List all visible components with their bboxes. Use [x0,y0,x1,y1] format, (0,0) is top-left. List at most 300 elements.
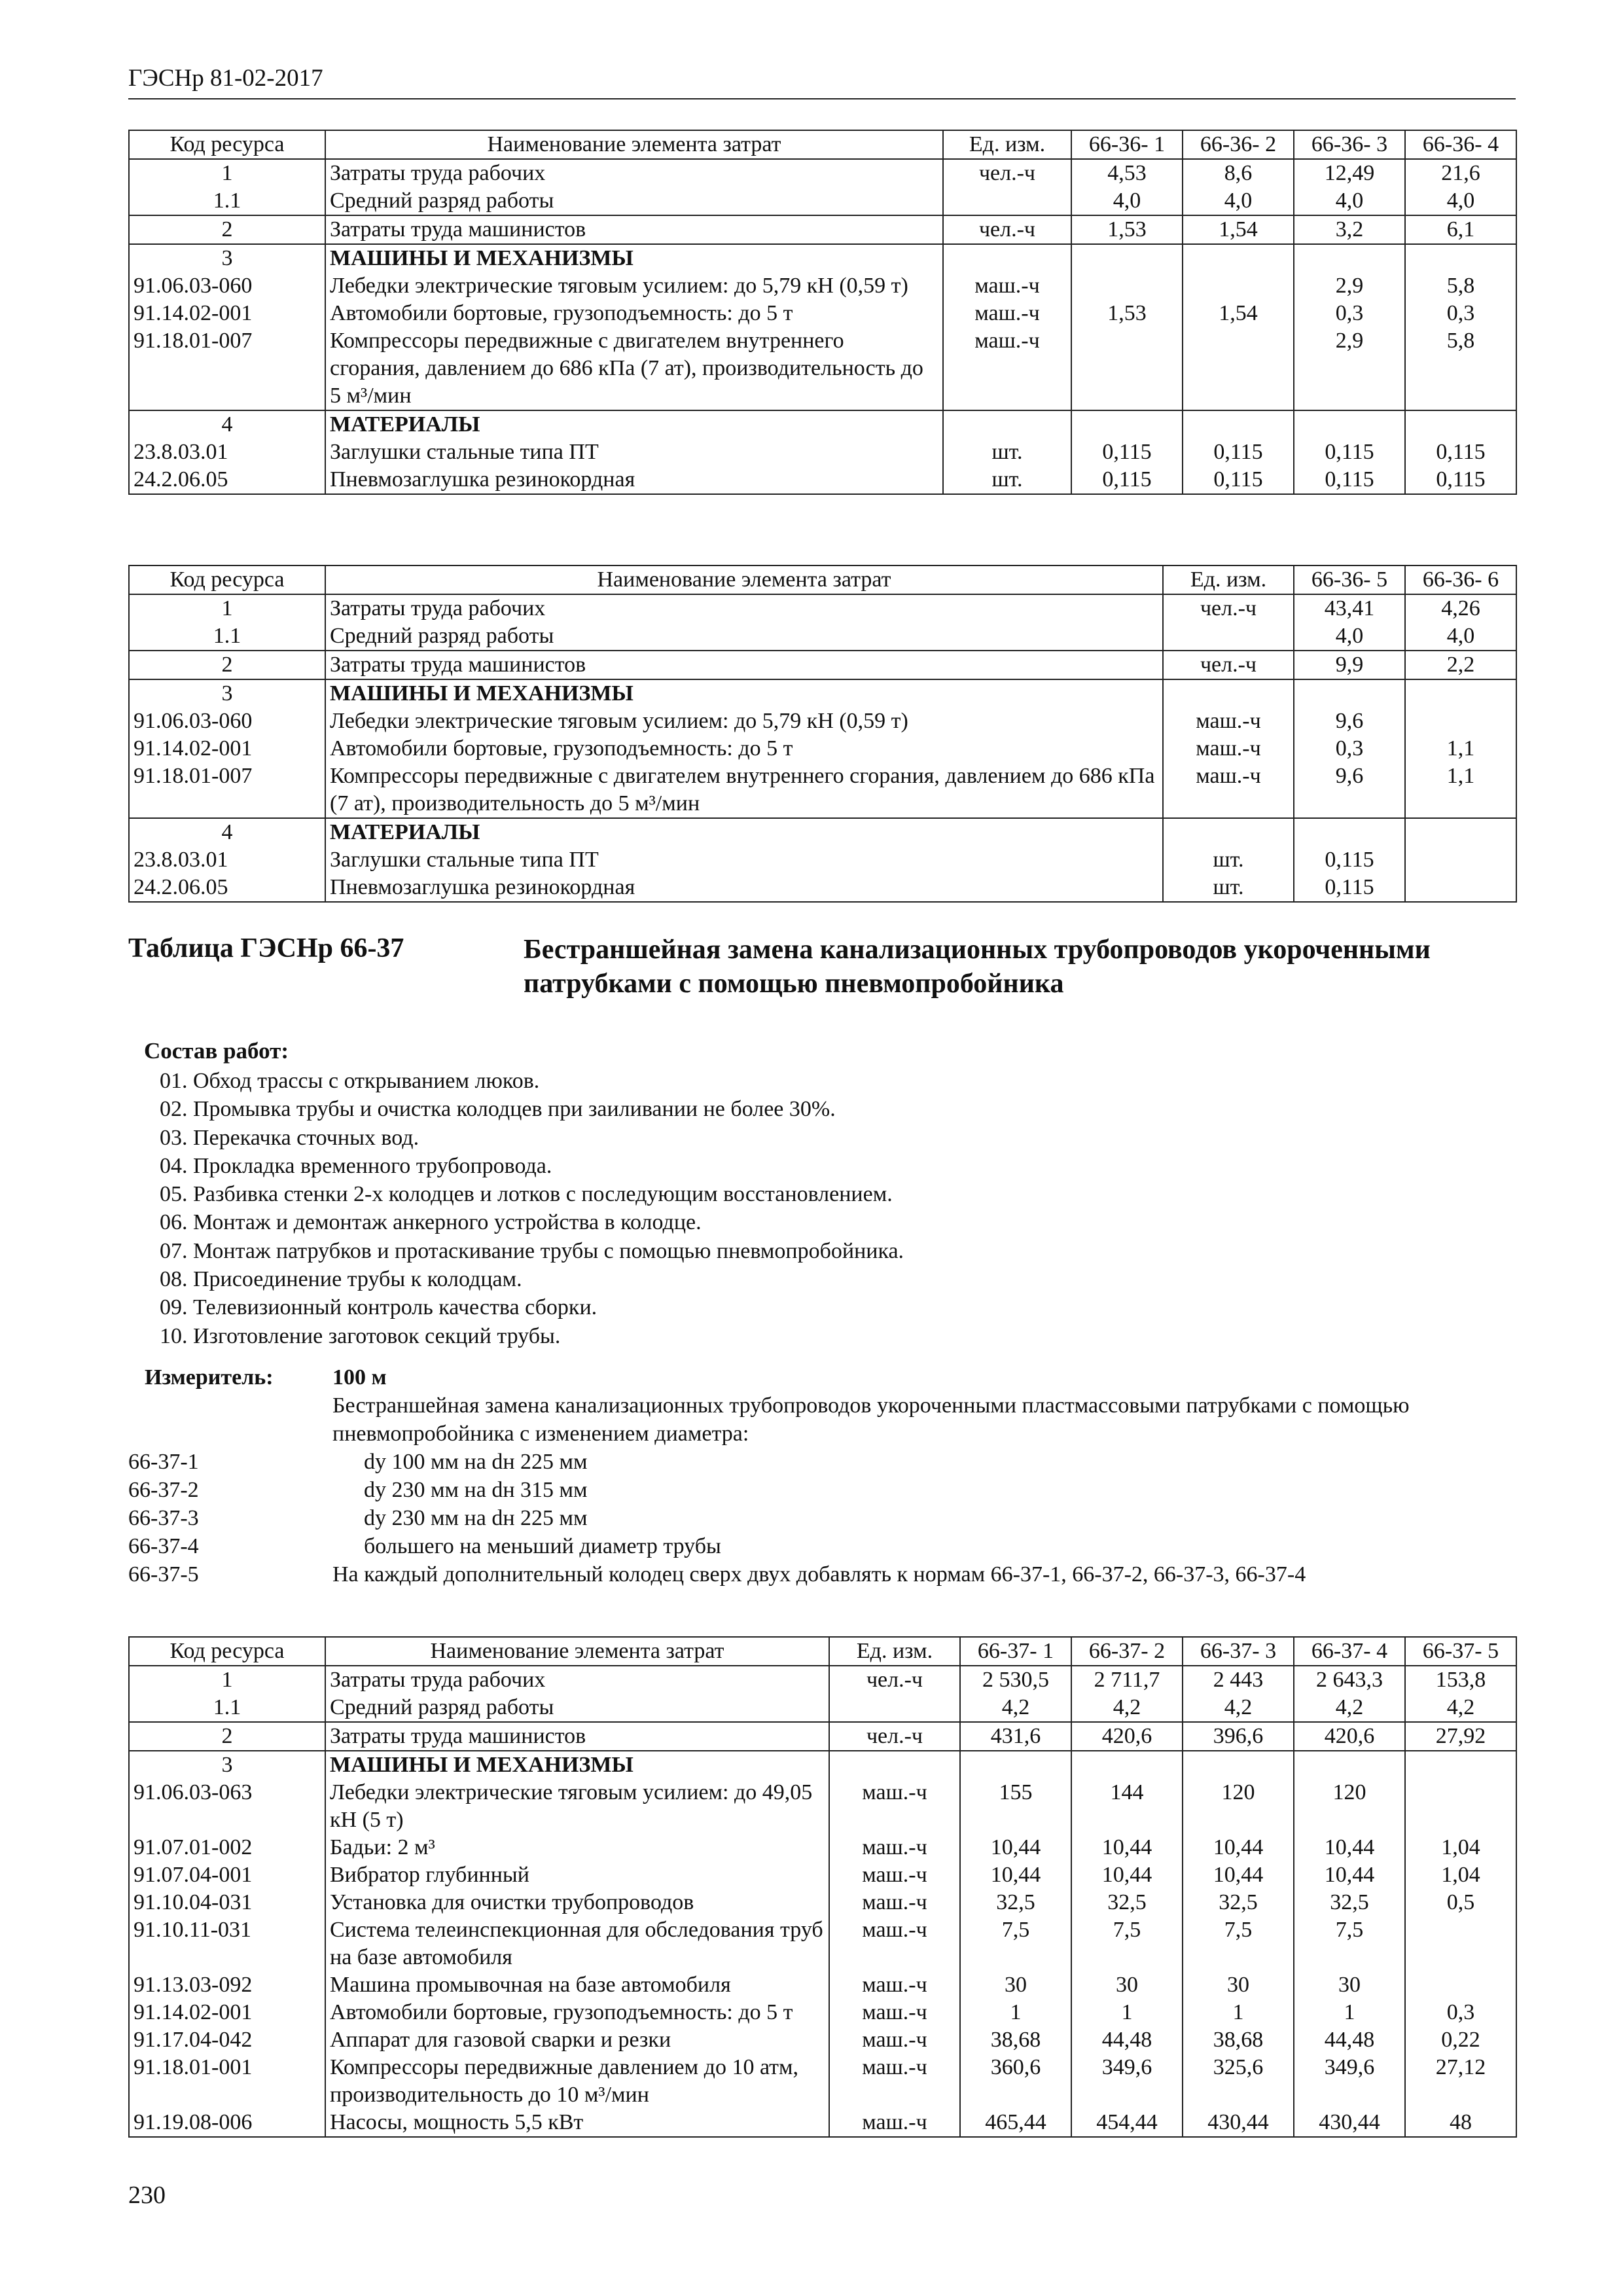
table-row [129,159,1516,187]
norm-value: 0,115 [1294,846,1405,874]
table-row [129,1889,1516,1916]
table-row [129,466,1516,494]
norm-value: 396,6 [1183,1722,1294,1751]
norm-value: 10,44 [1183,1861,1294,1889]
resource-code: 91.14.02-001 [129,300,325,327]
norm-value [1405,1751,1516,1779]
unit-of-measure: маш.-ч [829,2026,960,2054]
cost-element-name: Лебедки электрические тяговым усилием: до 5,79 кН (0,59 т) [325,708,1163,735]
column-header: 66-36- 1 [1071,130,1183,159]
unit-of-measure [1163,622,1294,651]
cost-element-name: Затраты труда машинистов [325,1722,829,1751]
table-row [129,187,1516,215]
norm-value [1071,327,1183,410]
unit-of-measure [943,410,1071,439]
table-row [129,594,1516,622]
resource-code: 1.1 [129,1694,325,1722]
cost-element-name: Затраты труда машинистов [325,651,1163,679]
unit-of-measure: чел.-ч [943,159,1071,187]
norm-code: 66-37-4 [128,1534,199,1558]
norm-value: 420,6 [1294,1722,1405,1751]
cost-element-name: МАШИНЫ И МЕХАНИЗМЫ [325,679,1163,708]
work-item: 05. Разбивка стенки 2-х колодцев и лотков с последующим восстановлением. [160,1182,893,1207]
norm-value: 6,1 [1405,215,1516,244]
norm-code: 66-37-5 [128,1562,199,1587]
norm-value [1405,818,1516,846]
resource-code: 91.18.01-001 [129,2054,325,2109]
measurer-description: Бестраншейная замена канализационных трубопроводов укороченными пластмассовыми патрубками с помощью пневмопробойника с изменением диаметра: [332,1393,1410,1446]
column-header: 66-36- 2 [1183,130,1294,159]
cost-element-name: Заглушки стальные типа ПТ [325,846,1163,874]
cost-element-name: МАТЕРИАЛЫ [325,410,943,439]
norm-value: 144 [1071,1779,1183,1834]
norm-value: 21,6 [1405,159,1516,187]
norm-value: 0,115 [1294,439,1405,466]
norm-value: 1,1 [1405,735,1516,762]
measurer-label: Измеритель: [145,1365,274,1390]
unit-of-measure: чел.-ч [829,1666,960,1694]
unit-of-measure [943,244,1071,272]
cost-element-name: Машина промывочная на базе автомобиля [325,1971,829,1999]
norm-value: 325,6 [1183,2054,1294,2109]
norm-description: На каждый дополнительный колодец сверх двух добавлять к нормам 66-37-1, 66-37-2, 66-37-3, 66-37-4 [332,1562,1306,1587]
cost-element-name: МАШИНЫ И МЕХАНИЗМЫ [325,1751,829,1779]
norm-value: 431,6 [960,1722,1071,1751]
norm-value [1405,410,1516,439]
resource-code: 91.19.08-006 [129,2109,325,2137]
unit-of-measure: маш.-ч [943,327,1071,410]
norm-value [1071,1751,1183,1779]
norm-value: 4,2 [1071,1694,1183,1722]
table-header-row [129,565,1516,594]
resource-code: 24.2.06.05 [129,874,325,902]
table-row [129,846,1516,874]
resource-code: 4 [129,410,325,439]
table-row [129,300,1516,327]
resource-code: 91.10.11-031 [129,1916,325,1971]
cost-element-name: Затраты труда рабочих [325,1666,829,1694]
work-item: 09. Телевизионный контроль качества сборки. [160,1295,597,1320]
norm-value: 349,6 [1071,2054,1183,2109]
norm-value: 9,6 [1294,708,1405,735]
norm-value: 4,0 [1405,187,1516,215]
unit-of-measure: шт. [1163,874,1294,902]
norm-value: 9,6 [1294,762,1405,818]
norm-value: 44,48 [1071,2026,1183,2054]
norm-value [1183,1751,1294,1779]
norm-value: 10,44 [1294,1861,1405,1889]
column-header: Наименование элемента затрат [325,1637,829,1666]
norm-value: 430,44 [1183,2109,1294,2137]
cost-element-name: Бадьи: 2 м³ [325,1834,829,1861]
norm-value: 12,49 [1294,159,1405,187]
cost-element-name: Затраты труда рабочих [325,594,1163,622]
resource-code: 91.07.01-002 [129,1834,325,1861]
resource-code: 91.06.03-060 [129,272,325,300]
norm-value: 7,5 [1071,1916,1183,1971]
norm-value: 8,6 [1183,159,1294,187]
norm-value [1183,272,1294,300]
table-row [129,1916,1516,1971]
resource-code: 91.14.02-001 [129,735,325,762]
unit-of-measure: маш.-ч [829,1861,960,1889]
table-row [129,1999,1516,2026]
column-header: 66-37- 5 [1405,1637,1516,1666]
unit-of-measure: маш.-ч [829,1779,960,1834]
cost-element-name: Установка для очистки трубопроводов [325,1889,829,1916]
page-number: 230 [128,2181,166,2209]
cost-element-name: Система телеинспекционная для обследования труб на базе автомобиля [325,1916,829,1971]
norm-value: 10,44 [1294,1834,1405,1861]
norm-value: 38,68 [960,2026,1071,2054]
norm-value: 0,115 [1183,439,1294,466]
cost-element-name: Лебедки электрические тяговым усилием: до 5,79 кН (0,59 т) [325,272,943,300]
norm-value: 0,115 [1183,466,1294,494]
work-item: 04. Прокладка временного трубопровода. [160,1153,552,1178]
cost-table-66-37 [128,1636,1517,2138]
resource-code: 3 [129,1751,325,1779]
unit-of-measure: маш.-ч [829,1916,960,1971]
norm-value: 2 530,5 [960,1666,1071,1694]
cost-element-name: Средний разряд работы [325,1694,829,1722]
work-item: 10. Изготовление заготовок секций трубы. [160,1323,561,1348]
table-row [129,2109,1516,2137]
norm-value: 0,115 [1071,466,1183,494]
unit-of-measure: шт. [943,466,1071,494]
norm-value [1183,410,1294,439]
norm-value: 0,3 [1405,300,1516,327]
norm-value [1405,708,1516,735]
table-row [129,651,1516,679]
table-row [129,818,1516,846]
norm-value: 4,0 [1294,187,1405,215]
works-list [160,1067,904,1350]
document-header: ГЭСНр 81-02-2017 [128,65,323,92]
norm-value: 2,2 [1405,651,1516,679]
unit-of-measure: чел.-ч [943,215,1071,244]
resource-code: 1.1 [129,187,325,215]
norm-value [1183,327,1294,410]
resource-code: 91.17.04-042 [129,2026,325,2054]
table-description: Бестраншейная замена канализационных трубопроводов укороченными патрубками с помощью пневмопробойника [524,935,1431,999]
table-title: Таблица ГЭСНр 66-37 [128,933,404,963]
norm-value: 0,3 [1294,735,1405,762]
norm-value: 4,26 [1405,594,1516,622]
norm-value: 4,0 [1405,622,1516,651]
resource-code: 91.18.01-007 [129,762,325,818]
unit-of-measure: маш.-ч [829,1971,960,1999]
norm-code: 66-37-1 [128,1450,199,1474]
norm-value: 1 [1294,1999,1405,2026]
norm-value [1071,410,1183,439]
unit-of-measure: чел.-ч [1163,594,1294,622]
norm-value: 0,115 [1405,466,1516,494]
table-row [129,1751,1516,1779]
unit-of-measure: маш.-ч [943,300,1071,327]
resource-code: 91.06.03-060 [129,708,325,735]
norm-value: 1,1 [1405,762,1516,818]
table-row [129,410,1516,439]
column-header: Ед. изм. [1163,565,1294,594]
cost-table-66-36-1-4 [128,130,1517,495]
unit-of-measure: маш.-ч [943,272,1071,300]
resource-code: 23.8.03.01 [129,439,325,466]
norm-value: 10,44 [960,1834,1071,1861]
resource-code: 2 [129,651,325,679]
column-header: 66-36- 4 [1405,130,1516,159]
table-header-row [129,130,1516,159]
norm-value: 430,44 [1294,2109,1405,2137]
column-header: Код ресурса [129,130,325,159]
column-header: 66-37- 1 [960,1637,1071,1666]
norm-value: 1,53 [1071,215,1183,244]
resource-code: 1 [129,1666,325,1694]
table-row [129,327,1516,410]
resource-code: 91.07.04-001 [129,1861,325,1889]
column-header: Ед. изм. [943,130,1071,159]
table-row [129,439,1516,466]
resource-code: 1.1 [129,622,325,651]
works-title: Состав работ: [144,1038,289,1064]
norm-value: 7,5 [960,1916,1071,1971]
norm-value [1405,679,1516,708]
column-header: Код ресурса [129,565,325,594]
resource-code: 24.2.06.05 [129,466,325,494]
table-row [129,1861,1516,1889]
unit-of-measure: маш.-ч [1163,735,1294,762]
norm-code: 66-37-3 [128,1506,199,1530]
norm-value: 155 [960,1779,1071,1834]
norm-value: 0,3 [1405,1999,1516,2026]
column-header: Наименование элемента затрат [325,130,943,159]
resource-code: 91.14.02-001 [129,1999,325,2026]
column-header: 66-37- 4 [1294,1637,1405,1666]
column-header: Код ресурса [129,1637,325,1666]
norm-value: 420,6 [1071,1722,1183,1751]
resource-code: 91.10.04-031 [129,1889,325,1916]
norm-value: 4,0 [1071,187,1183,215]
resource-code: 91.06.03-063 [129,1779,325,1834]
norm-value [960,1751,1071,1779]
column-header: 66-37- 3 [1183,1637,1294,1666]
norm-value: 1,04 [1405,1861,1516,1889]
norm-value: 4,53 [1071,159,1183,187]
norm-value: 4,2 [1405,1694,1516,1722]
unit-of-measure: маш.-ч [829,1999,960,2026]
norm-value: 32,5 [1071,1889,1183,1916]
column-header: 66-37- 2 [1071,1637,1183,1666]
norm-value [1294,679,1405,708]
unit-of-measure [829,1694,960,1722]
norm-value [1405,244,1516,272]
work-item: 02. Промывка трубы и очистка колодцев при заиливании не более 30%. [160,1097,836,1122]
cost-element-name: Затраты труда машинистов [325,215,943,244]
work-item: 01. Обход трассы с открыванием люков. [160,1069,540,1093]
norm-value: 30 [960,1971,1071,1999]
norm-value: 32,5 [1294,1889,1405,1916]
cost-element-name: Автомобили бортовые, грузоподъемность: до 5 т [325,300,943,327]
cost-table-66-36-5-6 [128,565,1517,903]
norm-value: 0,115 [1405,439,1516,466]
norm-value: 1 [1071,1999,1183,2026]
norm-value: 30 [1183,1971,1294,1999]
norm-value: 0,3 [1294,300,1405,327]
resource-code: 2 [129,215,325,244]
norm-value: 3,2 [1294,215,1405,244]
table-row [129,215,1516,244]
resource-code: 1 [129,594,325,622]
cost-element-name: Лебедки электрические тяговым усилием: до 49,05 кН (5 т) [325,1779,829,1834]
unit-of-measure: шт. [1163,846,1294,874]
norm-description: dy 100 мм на dн 225 мм [364,1450,588,1474]
unit-of-measure: маш.-ч [1163,708,1294,735]
table-row [129,1834,1516,1861]
norm-value: 32,5 [1183,1889,1294,1916]
unit-of-measure: маш.-ч [829,1834,960,1861]
cost-element-name: Компрессоры передвижные с двигателем внутреннего сгорания, давлением до 686 кПа (7 ат), производительность до 5 м³/мин [325,762,1163,818]
norm-value: 4,2 [1183,1694,1294,1722]
norm-code: 66-37-2 [128,1478,199,1502]
table-row [129,622,1516,651]
norm-value: 5,8 [1405,327,1516,410]
cost-element-name: МАШИНЫ И МЕХАНИЗМЫ [325,244,943,272]
norm-value: 4,0 [1183,187,1294,215]
unit-of-measure [1163,679,1294,708]
norm-value: 2,9 [1294,272,1405,300]
resource-code: 91.13.03-092 [129,1971,325,1999]
norm-value: 1,53 [1071,300,1183,327]
norm-value [1071,244,1183,272]
norm-value: 4,2 [1294,1694,1405,1722]
norm-value: 1 [960,1999,1071,2026]
norm-value: 2 443 [1183,1666,1294,1694]
norm-value: 2 643,3 [1294,1666,1405,1694]
table-row [129,1666,1516,1694]
norm-description: dy 230 мм на dн 225 мм [364,1506,588,1530]
column-header: 66-36- 6 [1405,565,1516,594]
cost-element-name: МАТЕРИАЛЫ [325,818,1163,846]
column-header: 66-36- 5 [1294,565,1405,594]
unit-of-measure: маш.-ч [829,2109,960,2137]
norm-value: 0,115 [1071,439,1183,466]
norm-value: 1,54 [1183,215,1294,244]
norm-value: 153,8 [1405,1666,1516,1694]
table-row [129,2026,1516,2054]
table-row [129,708,1516,735]
norm-value: 5,8 [1405,272,1516,300]
cost-element-name: Насосы, мощность 5,5 кВт [325,2109,829,2137]
table-row [129,1722,1516,1751]
cost-element-name: Средний разряд работы [325,622,1163,651]
unit-of-measure [943,187,1071,215]
norm-value [1405,1779,1516,1834]
column-header: Наименование элемента затрат [325,565,1163,594]
norm-value: 1,04 [1405,1834,1516,1861]
norm-value: 43,41 [1294,594,1405,622]
norm-description: большего на меньший диаметр трубы [364,1534,721,1558]
column-header: Ед. изм. [829,1637,960,1666]
resource-code: 4 [129,818,325,846]
norm-value [1294,244,1405,272]
table-row [129,1779,1516,1834]
resource-code: 3 [129,244,325,272]
cost-element-name: Автомобили бортовые, грузоподъемность: до 5 т [325,1999,829,2026]
cost-element-name: Средний разряд работы [325,187,943,215]
norm-value: 7,5 [1294,1916,1405,1971]
cost-element-name: Пневмозаглушка резинокордная [325,874,1163,902]
column-header: 66-36- 3 [1294,130,1405,159]
norm-value: 1,54 [1183,300,1294,327]
resource-code: 2 [129,1722,325,1751]
resource-code: 91.18.01-007 [129,327,325,410]
norm-value: 2,9 [1294,327,1405,410]
norm-value: 10,44 [1071,1861,1183,1889]
norm-value: 44,48 [1294,2026,1405,2054]
norm-value: 360,6 [960,2054,1071,2109]
unit-of-measure: чел.-ч [829,1722,960,1751]
table-row [129,679,1516,708]
norm-value: 27,12 [1405,2054,1516,2109]
norm-value: 9,9 [1294,651,1405,679]
unit-of-measure [1163,818,1294,846]
cost-element-name: Автомобили бортовые, грузоподъемность: до 5 т [325,735,1163,762]
norm-value: 30 [1071,1971,1183,1999]
norm-value: 38,68 [1183,2026,1294,2054]
norm-value: 454,44 [1071,2109,1183,2137]
norm-value: 0,22 [1405,2026,1516,2054]
norm-value: 465,44 [960,2109,1071,2137]
cost-element-name: Аппарат для газовой сварки и резки [325,2026,829,2054]
norm-value: 27,92 [1405,1722,1516,1751]
unit-of-measure: чел.-ч [1163,651,1294,679]
norm-value: 4,2 [960,1694,1071,1722]
norm-value: 0,115 [1294,874,1405,902]
measurer-unit: 100 м [332,1365,387,1390]
cost-element-name: Пневмозаглушка резинокордная [325,466,943,494]
norm-value: 120 [1294,1779,1405,1834]
norm-value [1294,1751,1405,1779]
norm-value [1405,874,1516,902]
norm-value: 349,6 [1294,2054,1405,2109]
table-row [129,762,1516,818]
norm-value: 10,44 [960,1861,1071,1889]
work-item: 08. Присоединение трубы к колодцам. [160,1267,522,1292]
norm-value [1405,1971,1516,1999]
resource-code: 3 [129,679,325,708]
table-row [129,272,1516,300]
table-row [129,1971,1516,1999]
norm-value [1405,1916,1516,1971]
table-header-row [129,1637,1516,1666]
header-rule [128,98,1516,99]
norm-value [1183,244,1294,272]
cost-element-name: Затраты труда рабочих [325,159,943,187]
table-row [129,874,1516,902]
norm-value: 120 [1183,1779,1294,1834]
norm-value: 7,5 [1183,1916,1294,1971]
norm-value [1294,818,1405,846]
unit-of-measure: шт. [943,439,1071,466]
norm-value: 32,5 [960,1889,1071,1916]
norm-value: 48 [1405,2109,1516,2137]
work-item: 07. Монтаж патрубков и протаскивание трубы с помощью пневмопробойника. [160,1238,904,1263]
norm-value [1071,272,1183,300]
norm-value: 2 711,7 [1071,1666,1183,1694]
norm-value: 0,115 [1294,466,1405,494]
work-item: 06. Монтаж и демонтаж анкерного устройства в колодце. [160,1210,702,1235]
table-row [129,735,1516,762]
cost-element-name: Заглушки стальные типа ПТ [325,439,943,466]
